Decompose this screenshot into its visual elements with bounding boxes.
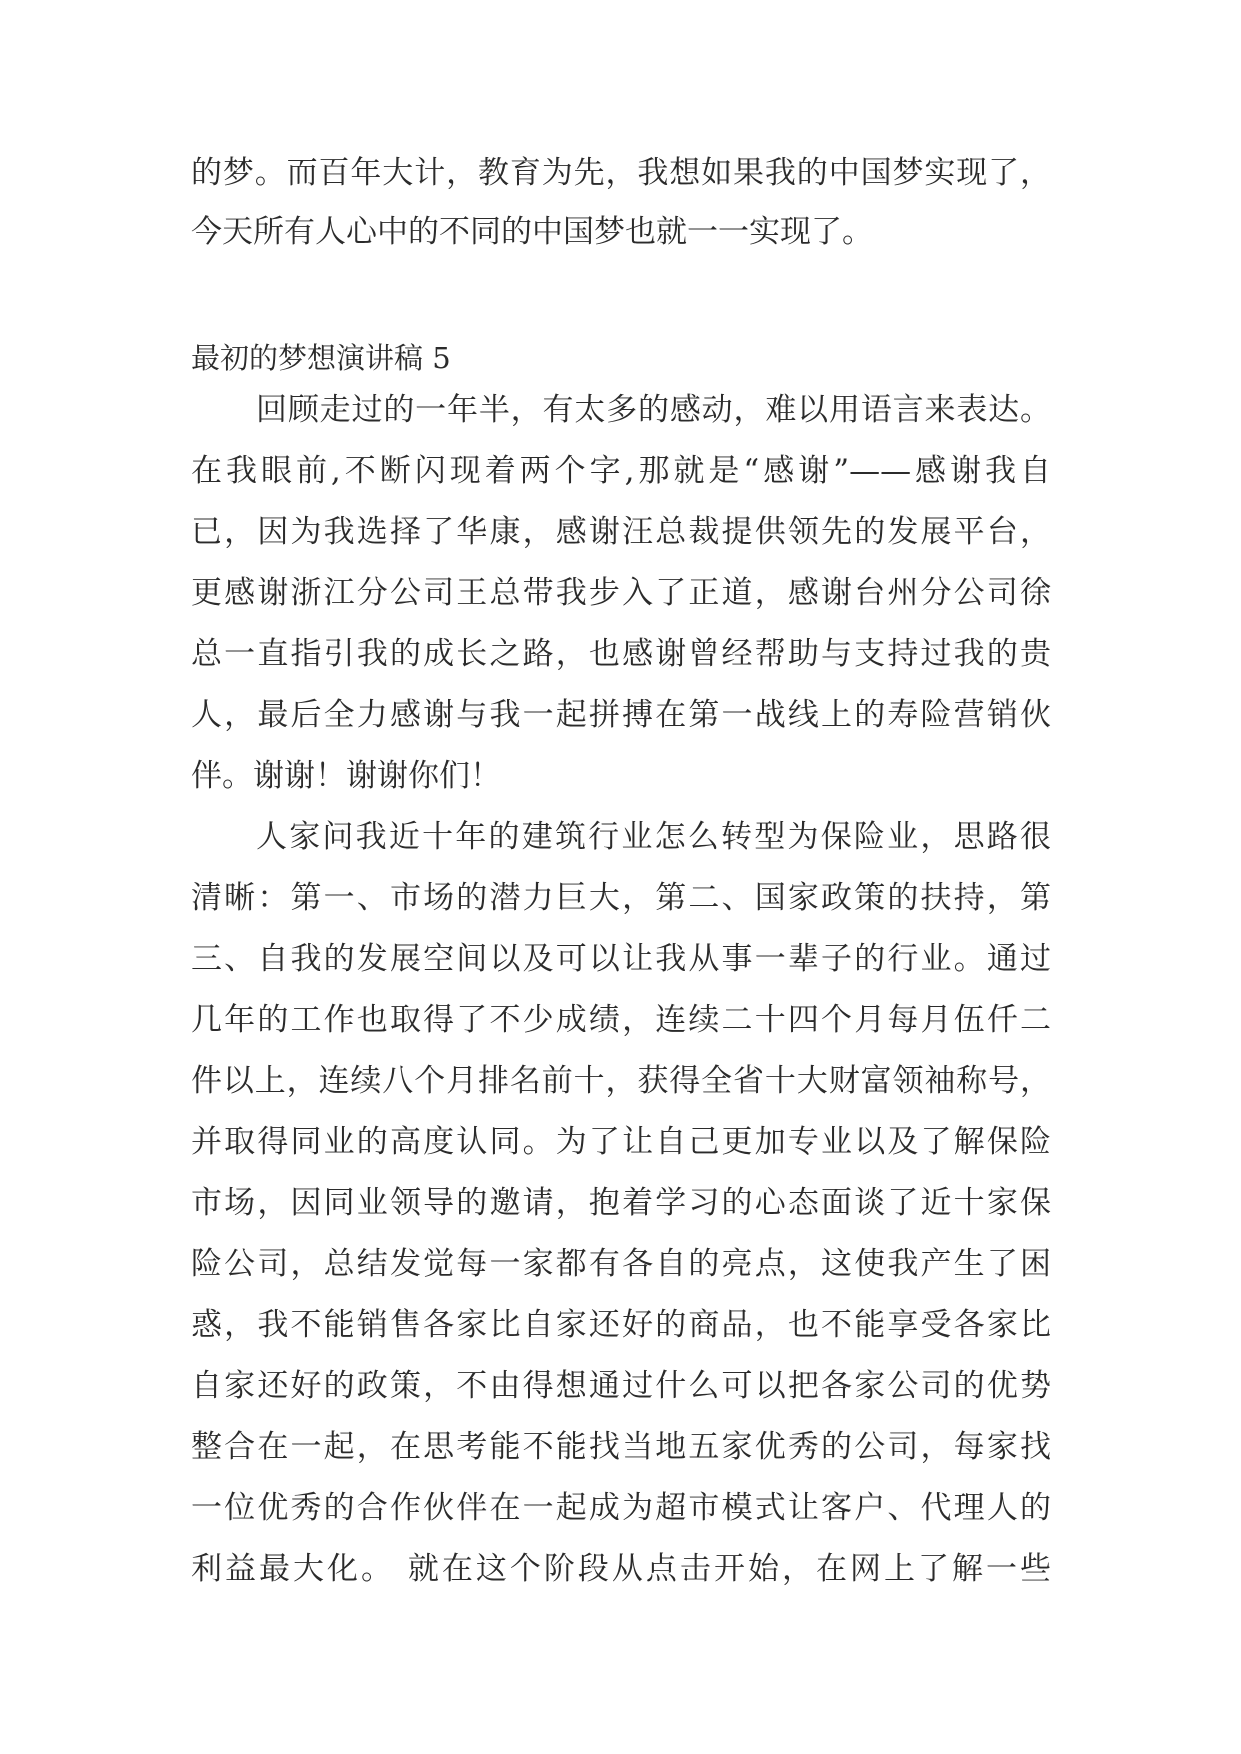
text-line: 在我眼前,不断闪现着两个字,那就是“感谢”——感谢我自 [191,453,1051,489]
text-line: 的梦。而百年大计，教育为先，我想如果我的中国梦实现了， [191,155,1051,191]
text-line: 回顾走过的一年半，有太多的感动，难以用语言来表达。 [256,392,1051,428]
text-line: 自家还好的政策，不由得想通过什么可以把各家公司的优势 [191,1368,1051,1404]
text-line: 整合在一起，在思考能不能找当地五家优秀的公司，每家找 [191,1429,1051,1465]
text-line: 惑，我不能销售各家比自家还好的商品，也不能享受各家比 [191,1307,1051,1343]
text-line: 今天所有人心中的不同的中国梦也就一一实现了。 [191,214,873,250]
text-line: 总一直指引我的成长之路，也感谢曾经帮助与支持过我的贵 [191,636,1051,672]
text-line: 并取得同业的高度认同。为了让自己更加专业以及了解保险 [191,1124,1051,1160]
text-line: 清晰：第一、市场的潜力巨大，第二、国家政策的扶持，第 [191,880,1051,916]
text-line: 更感谢浙江分公司王总带我步入了正道，感谢台州分公司徐 [191,575,1051,611]
text-line: 件以上，连续八个月排名前十，获得全省十大财富领袖称号， [191,1063,1051,1099]
text-line: 利益最大化。 就在这个阶段从点击开始，在网上了解一些 [191,1551,1051,1587]
text-line: 一位优秀的合作伙伴在一起成为超市模式让客户、代理人的 [191,1490,1051,1526]
text-line: 人家问我近十年的建筑行业怎么转型为保险业，思路很 [256,819,1051,855]
section-title: 最初的梦想演讲稿 5 [191,341,451,375]
text-line: 伴。谢谢！谢谢你们！ [191,758,501,794]
text-line: 三、自我的发展空间以及可以让我从事一辈子的行业。通过 [191,941,1051,977]
text-line: 几年的工作也取得了不少成绩，连续二十四个月每月伍仟二 [191,1002,1051,1038]
text-line: 人，最后全力感谢与我一起拼搏在第一战线上的寿险营销伙 [191,697,1051,733]
text-line: 已，因为我选择了华康，感谢汪总裁提供领先的发展平台， [191,514,1051,550]
text-line: 险公司，总结发觉每一家都有各自的亮点，这使我产生了困 [191,1246,1051,1282]
text-line: 市场，因同业领导的邀请，抱着学习的心态面谈了近十家保 [191,1185,1051,1221]
